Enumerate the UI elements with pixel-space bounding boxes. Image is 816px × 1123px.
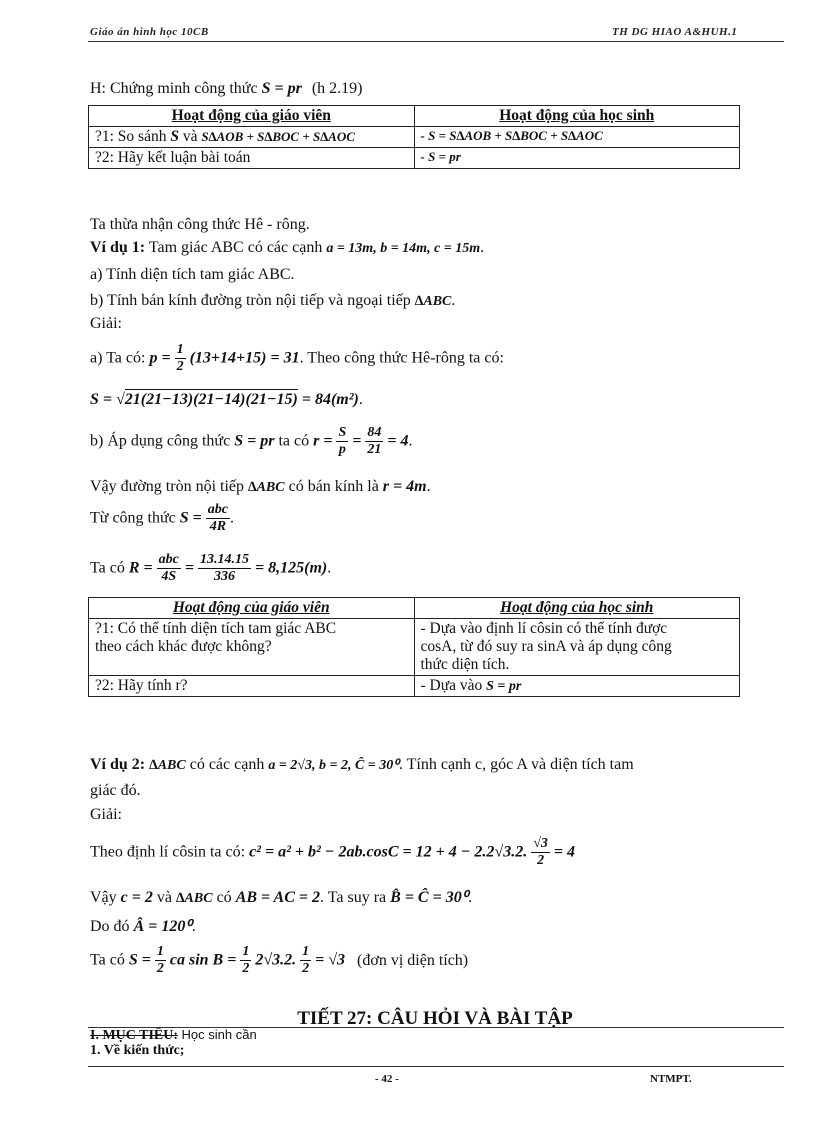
- solution-b: b) Áp dụng công thức S = pr ta có r = $\frac{S}{p}$ = $\frac{84}{21}$ = 4.: [90, 425, 413, 457]
- table-row: [89, 619, 740, 676]
- table1-head-teacher: Hoạt động của giáo viên: [89, 106, 415, 127]
- header-left: Giáo án hình học 10CB: [90, 26, 209, 38]
- footer-rule: [88, 1066, 784, 1067]
- example2-line2: giác đó.: [90, 782, 141, 799]
- header-rule: [88, 41, 784, 42]
- heron-statement: Ta thừa nhận công thức Hê - rông.: [90, 216, 310, 233]
- example2-title: Ví dụ 2: ∆ABC có các cạnh a = 2√3, b = 2, Ĉ = 30⁰. Tính cạnh c, góc A và diện tích tam: [90, 756, 634, 773]
- area-result: Ta có S = $\frac{1}{2}$ ca sin B = $\frac{1}{2}$ 2√3.2. $\frac{1}{2}$ = √3 (đơn vị diện tích): [90, 944, 469, 976]
- table1-head-student: Hoạt động của học sinh: [414, 106, 740, 127]
- activity-table-2: [88, 597, 740, 697]
- table2-r2-teacher: ?2: Hãy tính r?: [89, 676, 415, 697]
- table1-r2-teacher: ?2: Hãy kết luận bài toán: [89, 148, 415, 169]
- solution2-label: Giải:: [90, 806, 122, 823]
- table-row: [89, 676, 740, 697]
- table2-head-teacher: Hoạt động của giáo viên: [89, 598, 415, 619]
- table1-r2-student: - S = pr: [414, 148, 740, 169]
- example1-title: Ví dụ 1: Tam giác ABC có các cạnh a = 13m, b = 14m, c = 15m.: [90, 239, 485, 256]
- activity-table-1: [88, 105, 740, 169]
- inradius-result: Vậy đường tròn nội tiếp ∆ABC có bán kính là r = 4m.: [90, 478, 431, 495]
- table1-r1-teacher: ?1: So sánh S và S∆AOB + S∆BOC + S∆AOC: [89, 127, 415, 148]
- solution-label: Giải:: [90, 315, 122, 332]
- table2-r1-teacher: ?1: Có thể tính diện tích tam giác ABC theo cách khác được không?: [89, 619, 415, 676]
- isosceles-result: Vậy c = 2 và ∆ABC có AB = AC = 2. Ta suy ra B̂ = Ĉ = 30⁰.: [90, 889, 473, 906]
- circumradius-formula: Từ công thức S = $\frac{\text{abc}}{4R}$ .: [90, 502, 234, 534]
- example1-part-a: a) Tính diện tích tam giác ABC.: [90, 266, 295, 283]
- heron-computation: S = √21(21−13)(21−14)(21−15) = 84(m²).: [90, 391, 363, 408]
- objectives-heading: I. MỤC TIÊU: Học sinh cần: [90, 1027, 257, 1043]
- knowledge-heading: 1. Về kiến thức;: [90, 1043, 185, 1058]
- table1-r1-student: - S = S∆AOB + S∆BOC + S∆AOC: [414, 127, 740, 148]
- example1-part-b: b) Tính bán kính đường tròn nội tiếp và ngoại tiếp ∆ABC.: [90, 292, 456, 309]
- angle-a-result: Do đó Â = 120⁰.: [90, 918, 196, 935]
- cosine-law: Theo định lí côsin ta có: c² = a² + b² − 2ab.cosC = 12 + 4 − 2.2√3.2. $\frac{√3}{2}$ = 4: [90, 836, 576, 868]
- section-title: TIẾT 27: CÂU HỎI VÀ BÀI TẬP: [297, 1008, 573, 1029]
- table-row: [89, 127, 740, 148]
- solution-a: a) Ta có: p = $\frac{1}{2}$ (13+14+15) = 31. Theo công thức Hê-rông ta có:: [90, 342, 504, 374]
- header-right: TH DG HIAO A&HUH.1: [612, 26, 738, 38]
- table-row: [89, 148, 740, 169]
- footer-author: NTMPT.: [650, 1073, 692, 1085]
- table2-r2-student: - Dựa vào S = pr: [414, 676, 740, 697]
- table2-r1-student: - Dựa vào định lí côsin có thể tính được cosA, từ đó suy ra sinA và áp dụng công thức diện tích.: [414, 619, 740, 676]
- page-number: - 42 -: [375, 1073, 399, 1085]
- circumradius-result: Ta có R = $\frac{\text{abc}}{4S}$ = $\frac{13.14.15}{336}$ = 8,125(m).: [90, 552, 332, 584]
- h-prompt: H: Chứng minh công thức S = pr (h 2.19): [90, 80, 363, 97]
- table2-head-student: Hoạt động của học sinh: [414, 598, 740, 619]
